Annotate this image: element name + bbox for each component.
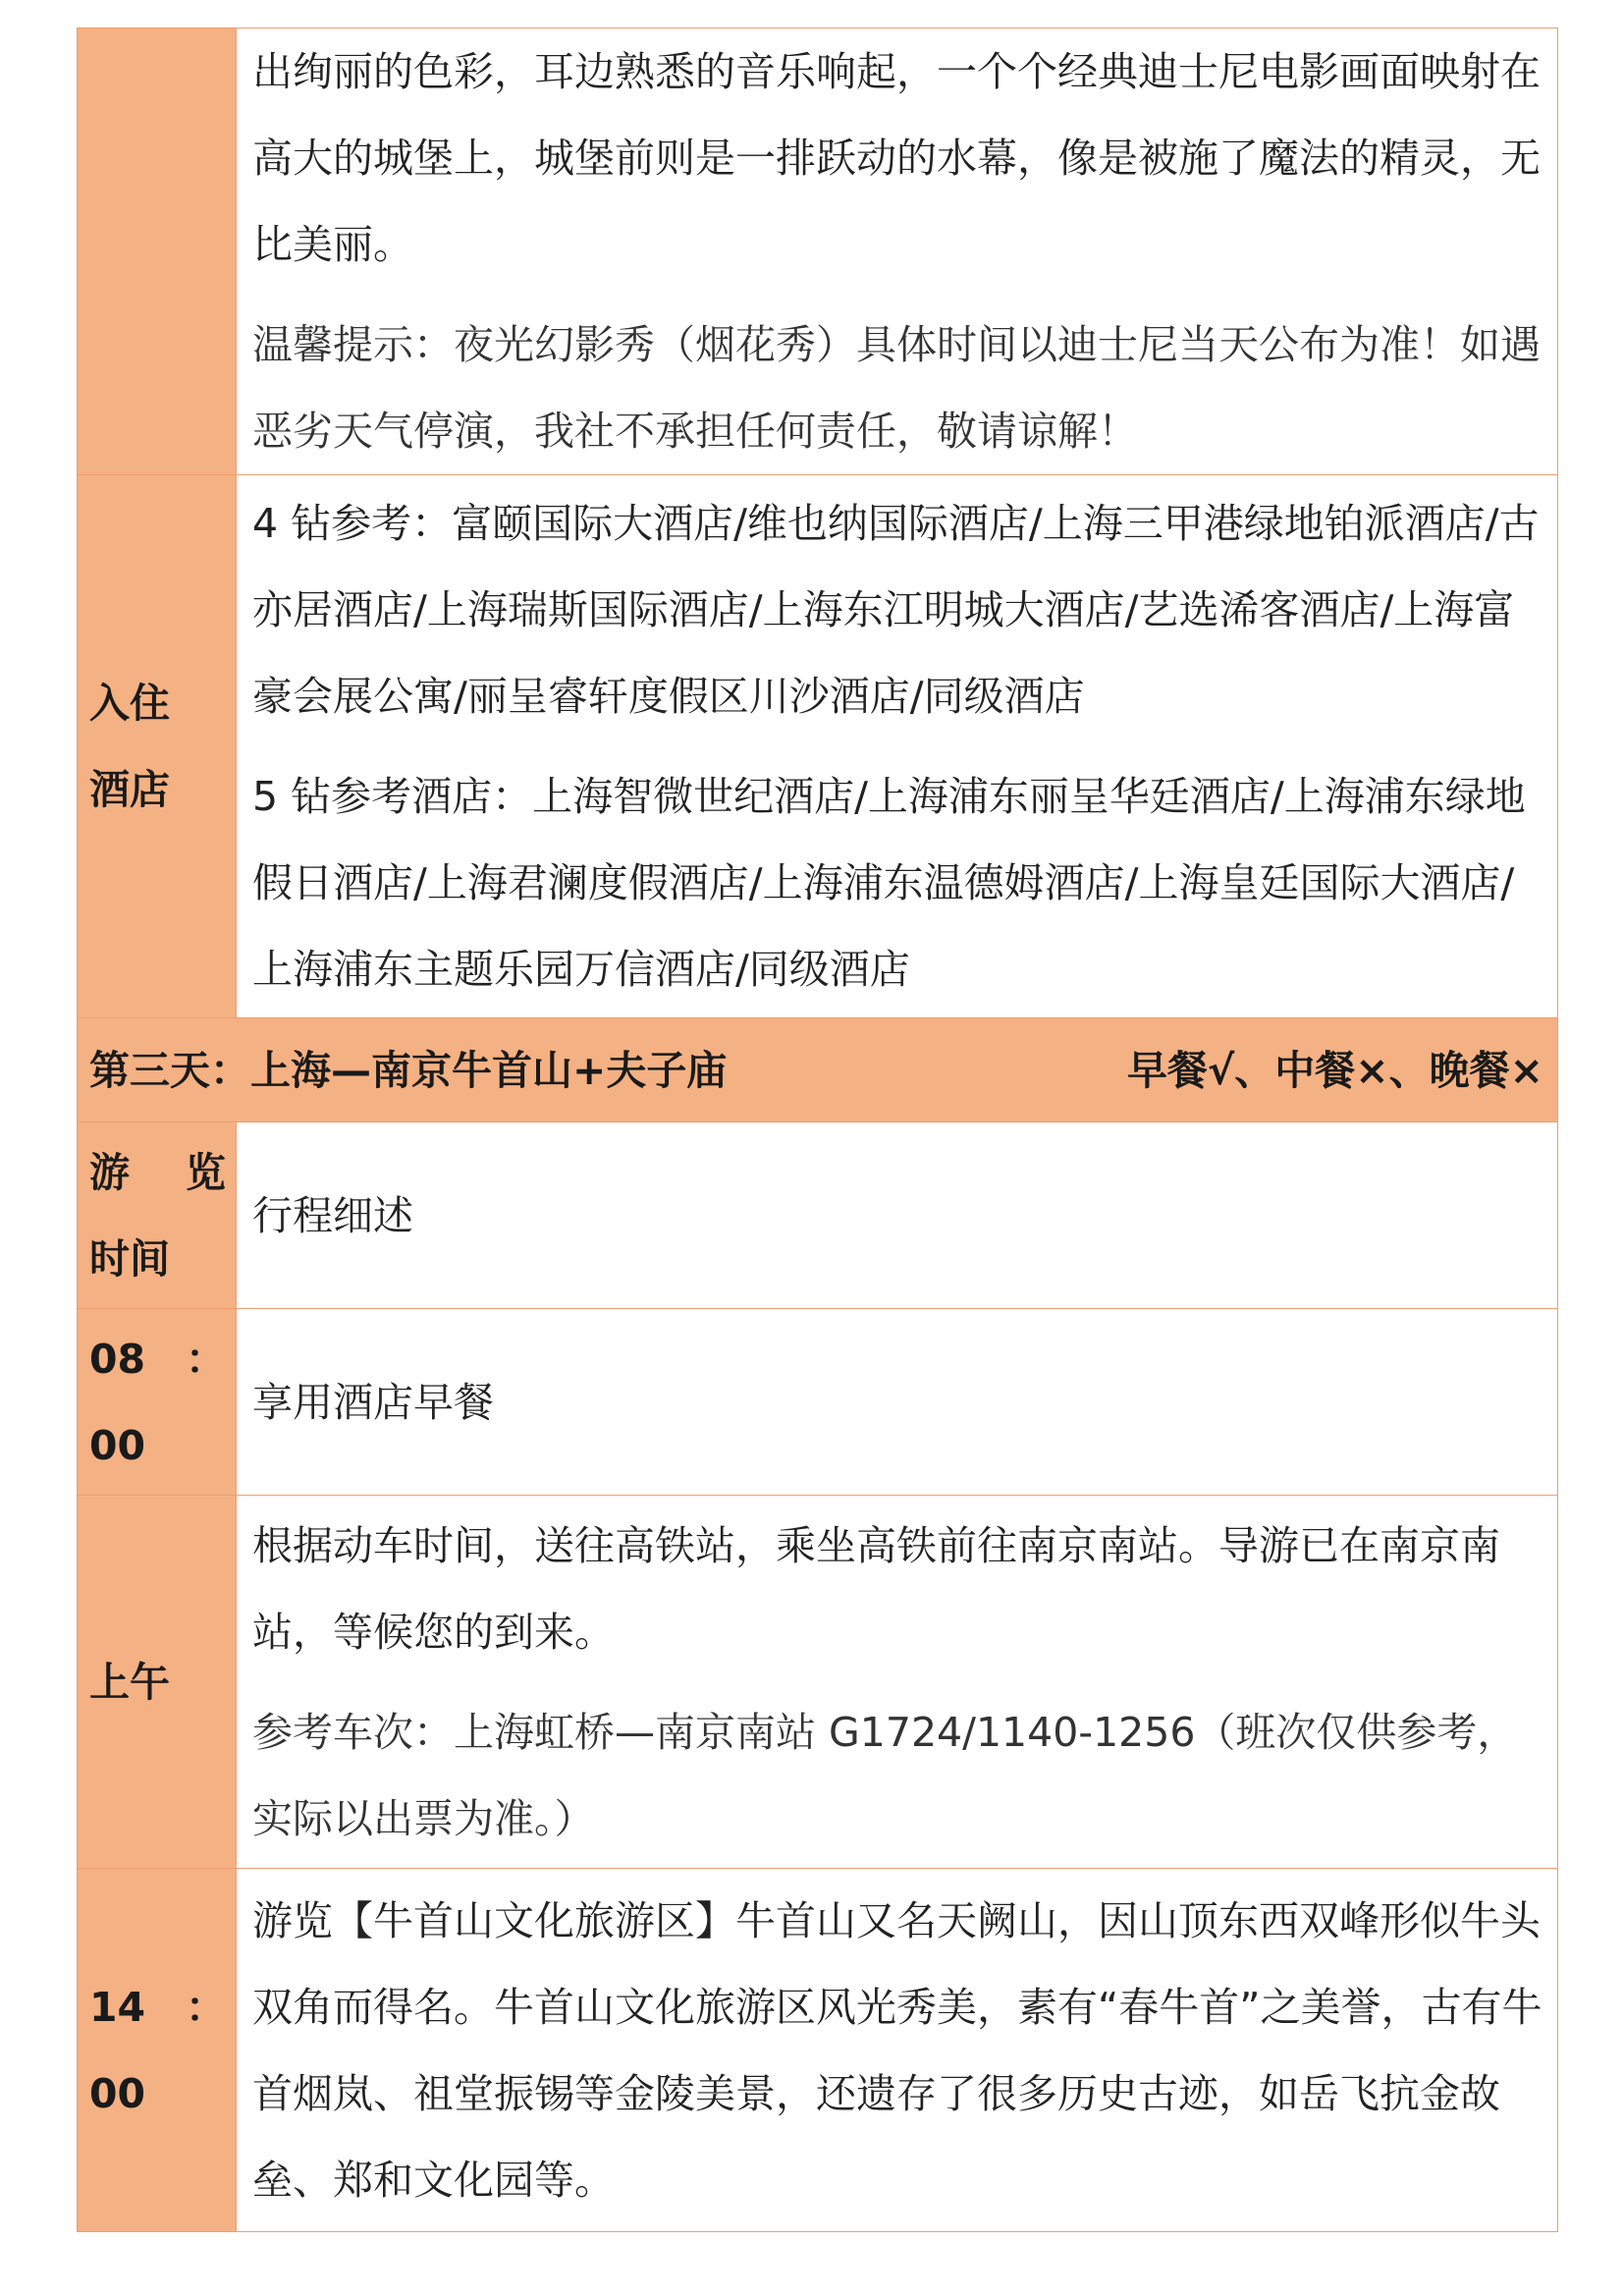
morning-description: 根据动车时间，送往高铁站，乘坐高铁前往南京南站。导游已在南京南站，等候您的到来。 — [252, 1521, 1500, 1656]
row-morning — [78, 1496, 1558, 1869]
row-content — [237, 28, 1558, 475]
label-line — [89, 1964, 226, 2050]
label-line: 时间 — [89, 1234, 170, 1283]
day-title: 第三天：上海—南京牛首山+夫子庙 — [89, 1046, 728, 1094]
hotel-5-diamond: 5 钻参考酒店：上海智微世纪酒店/上海浦东丽呈华廷酒店/上海浦东绿地假日酒店/上海君澜度假酒店/上海浦东温德姆酒店/上海皇廷国际大酒店/上海浦东主题乐园万信酒店/同级酒店 — [252, 773, 1526, 993]
row-1400 — [78, 1869, 1558, 2232]
row-hotel — [78, 475, 1558, 1018]
label-part: 游 — [89, 1148, 130, 1196]
row-content: 享用酒店早餐 — [237, 1309, 1558, 1496]
row-content: 游览【牛首山文化旅游区】牛首山又名天阙山，因山顶东西双峰形似牛头双角而得名。牛首山文化旅游区风光秀美，素有“春牛首”之美誉，古有牛首烟岚、祖堂振锡等金陵美景，还遗存了很多历史古迹，如岳飞抗金故垒、郑和文化园等。 — [237, 1869, 1558, 2232]
row-content — [237, 475, 1558, 1018]
label-line — [89, 1129, 226, 1216]
label-part: 08 — [89, 1335, 146, 1383]
day-3-cell — [78, 1018, 1558, 1122]
row-header — [78, 1122, 1558, 1309]
row-label-morning: 上午 — [78, 1496, 237, 1869]
row-label-time — [78, 1309, 237, 1496]
row-night-show — [78, 28, 1558, 475]
row-label-hotel — [78, 475, 237, 1018]
row-content: 行程细述 — [237, 1122, 1558, 1309]
hotel-4-diamond: 4 钻参考：富颐国际大酒店/维也纳国际酒店/上海三甲港绿地铂派酒店/古亦居酒店/上海瑞斯国际酒店/上海东江明城大酒店/艺选浠客酒店/上海富豪会展公寓/丽呈睿轩度假区川沙酒店/同级酒店 — [252, 500, 1540, 720]
row-content — [237, 1496, 1558, 1869]
itinerary-table — [77, 27, 1558, 2232]
train-reference: 参考车次：上海虹桥—南京南站 G1724/1140-1256（班次仅供参考，实际以出票为准。） — [252, 1708, 1518, 1842]
label-line: 00 — [89, 1421, 146, 1469]
label-part: 览 — [186, 1148, 226, 1196]
label-line — [89, 1316, 226, 1402]
row-label-time-header — [78, 1122, 237, 1309]
row-label-empty — [78, 28, 237, 475]
show-tip: 温馨提示：夜光幻影秀（烟花秀）具体时间以迪士尼当天公布为准！如遇恶劣天气停演，我社不承担任何责任，敬请谅解！ — [252, 321, 1541, 455]
show-description: 出绚丽的色彩，耳边熟悉的音乐响起，一个个经典迪士尼电影画面映射在高大的城堡上，城堡前则是一排跃动的水幕，像是被施了魔法的精灵，无比美丽。 — [252, 48, 1541, 268]
row-label-time — [78, 1869, 237, 2232]
label-part: ： — [186, 1335, 226, 1383]
label-line: 00 — [89, 2069, 146, 2117]
row-0800 — [78, 1309, 1558, 1496]
label-part: 14 — [89, 1983, 146, 2031]
meals-info: 早餐√、中餐×、晚餐× — [1126, 1046, 1543, 1094]
day-3-header — [78, 1018, 1558, 1122]
label-line: 酒店 — [89, 766, 170, 813]
label-line: 入住 — [89, 680, 170, 727]
label-part: ： — [186, 1983, 226, 2031]
